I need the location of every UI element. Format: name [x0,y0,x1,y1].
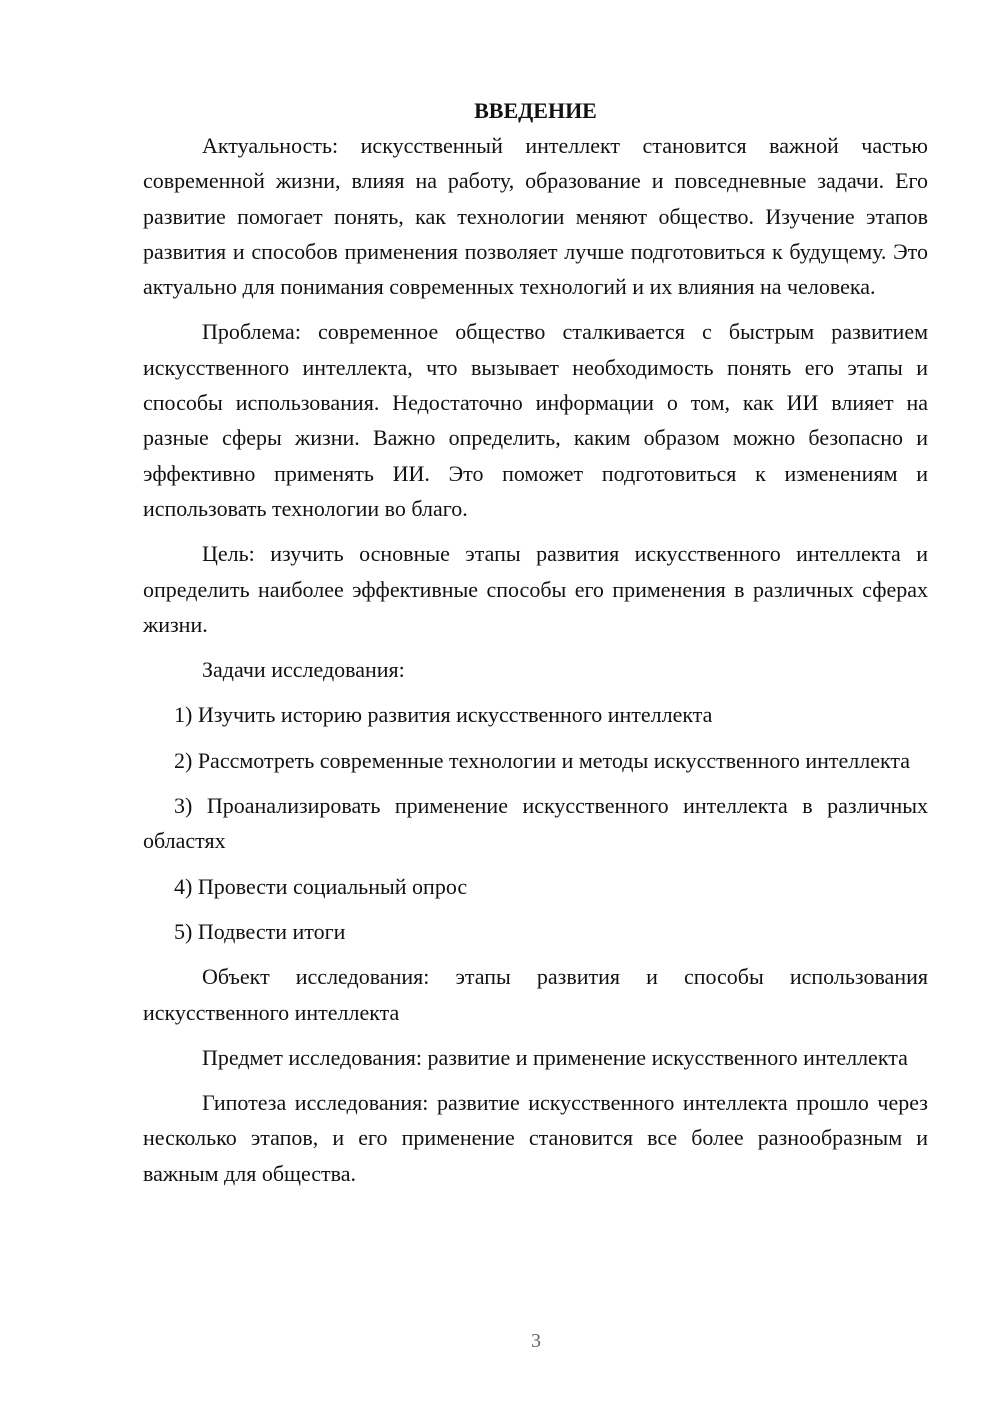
relevance-paragraph: Актуальность: искусственный интеллект становится важной частью современной жизни, влияя на работу, образование и повседневные задачи. Его развитие помогает понять, как технологии меняют общество. Изучение этапов развития и способов применения позволяет лучше подготовиться к будущему. Это актуально для понимания современных технологий и их влияния на человека. [143,133,928,300]
object-paragraph: Объект исследования: этапы развития и способы использования искусственного интеллекта [143,964,928,1025]
page-content [143,93,928,1191]
page-number: 3 [531,1330,541,1352]
subject-paragraph: Предмет исследования: развитие и применение искусственного интеллекта [202,1044,908,1070]
tasks-heading: Задачи исследования: [202,657,405,683]
list-item: 5) Подвести итоги [174,918,346,944]
hypothesis-paragraph: Гипотеза исследования: развитие искусственного интеллекта прошло через несколько этапов, и его применение становится все более разнообразным и важным для общества. [143,1090,928,1186]
list-item: 1) Изучить историю развития искусственного интеллекта [174,702,713,728]
tasks-list [143,697,928,949]
section-title: ВВЕДЕНИЕ [474,98,597,123]
list-item: 4) Провести социальный опрос [174,873,468,899]
goal-paragraph: Цель: изучить основные этапы развития искусственного интеллекта и определить наиболее эффективные способы его применения в различных сферах жизни. [143,541,928,637]
list-item: 2) Рассмотреть современные технологии и методы искусственного интеллекта [174,747,911,773]
problem-paragraph: Проблема: современное общество сталкивается с быстрым развитием искусственного интеллекта, что вызывает необходимость понять его этапы и способы использования. Недостаточно информации о том, как ИИ влияет на разные сферы жизни. Важно определить, каким образом можно безопасно и эффективно применять ИИ. Это поможет подготовиться к изменениям и использовать технологии во благо. [143,319,928,521]
list-item: 3) Проанализировать применение искусственного интеллекта в различных областях [143,793,928,854]
